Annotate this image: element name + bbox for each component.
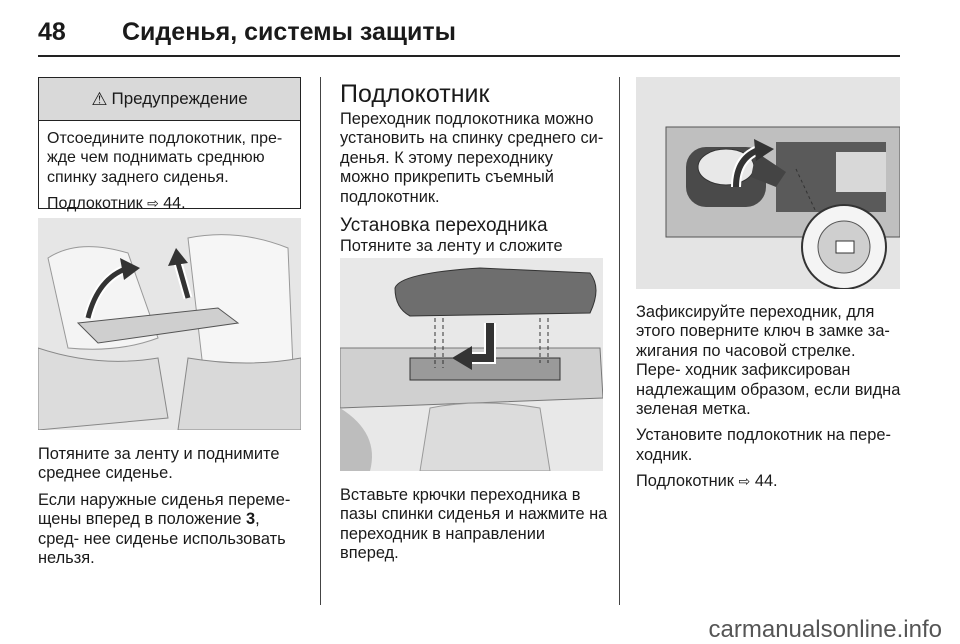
figure-adapter-lock — [636, 77, 900, 289]
warning-link-text: Подлокотник — [47, 195, 143, 213]
lock-adapter-instruction: Зафиксируйте переходник, для этого поверните ключ в замке за- жигания по часовой стрелке. Пере- ходник зафиксирован надлежащим образом, если видна зеленая метка. — [636, 303, 901, 419]
column-right-text — [636, 303, 904, 499]
adapter-install-heading: Установка переходника — [340, 215, 548, 237]
warning-title: Предупреждение — [111, 89, 248, 108]
seat-position-number: 3 — [246, 510, 256, 529]
figure-adapter-insert — [340, 258, 603, 471]
warning-icon: ⚠ — [91, 88, 108, 109]
install-armrest-instruction: Установите подлокотник на пере- ходник. — [636, 426, 891, 464]
armrest-heading: Подлокотник — [340, 80, 490, 108]
insert-hooks-instruction: Вставьте крючки переходника в пазы спинки сиденья и нажмите на переходник в направлении вперед. — [340, 486, 608, 563]
seat-position-note — [38, 491, 303, 569]
header-divider — [38, 55, 900, 57]
page-title: Сиденья, системы защиты — [122, 18, 456, 46]
warning-reference[interactable] — [47, 194, 292, 213]
watermark: carmanualsonline.info — [708, 616, 942, 643]
fold-seat-text: Потяните за ленту и сложите — [340, 237, 563, 256]
arrow-ref-icon: ⇨ — [738, 473, 751, 490]
column-left-text — [38, 445, 303, 575]
warning-body — [39, 121, 300, 214]
figure-seat-raise — [38, 218, 301, 430]
armrest-reference[interactable] — [636, 472, 904, 491]
armrest-link-page: 44. — [754, 472, 778, 491]
warning-header — [39, 78, 300, 121]
warning-link-page: 44. — [163, 195, 186, 213]
column-middle-lower-text — [340, 486, 608, 571]
adapter-lock-illustration — [636, 77, 900, 289]
pull-strap-instruction: Потяните за ленту и поднимите среднее сиденье. — [38, 445, 280, 483]
adapter-insert-illustration — [340, 258, 603, 471]
seat-raise-illustration — [38, 218, 301, 430]
warning-box — [38, 77, 301, 213]
column-divider-1 — [320, 77, 321, 605]
column-divider-2 — [619, 77, 620, 605]
armrest-link-text: Подлокотник — [636, 472, 734, 491]
page-number: 48 — [38, 18, 66, 46]
page-header — [38, 8, 900, 48]
seat-note-part1: Если наружные сиденья переме- щены вперед в положение — [38, 490, 291, 529]
warning-text: Отсоедините подлокотник, пре- жде чем поднимать среднюю спинку заднего сиденья. — [47, 130, 283, 186]
arrow-ref-icon: ⇨ — [147, 195, 159, 212]
seat-note-part2: , сред- нее сиденье использовать нельзя. — [38, 510, 286, 568]
column-middle-text — [340, 80, 605, 283]
armrest-intro: Переходник подлокотника можно установить на спинку среднего си- денья. К этому переходнику можно прикрепить съемный подлокотник. — [340, 110, 604, 206]
